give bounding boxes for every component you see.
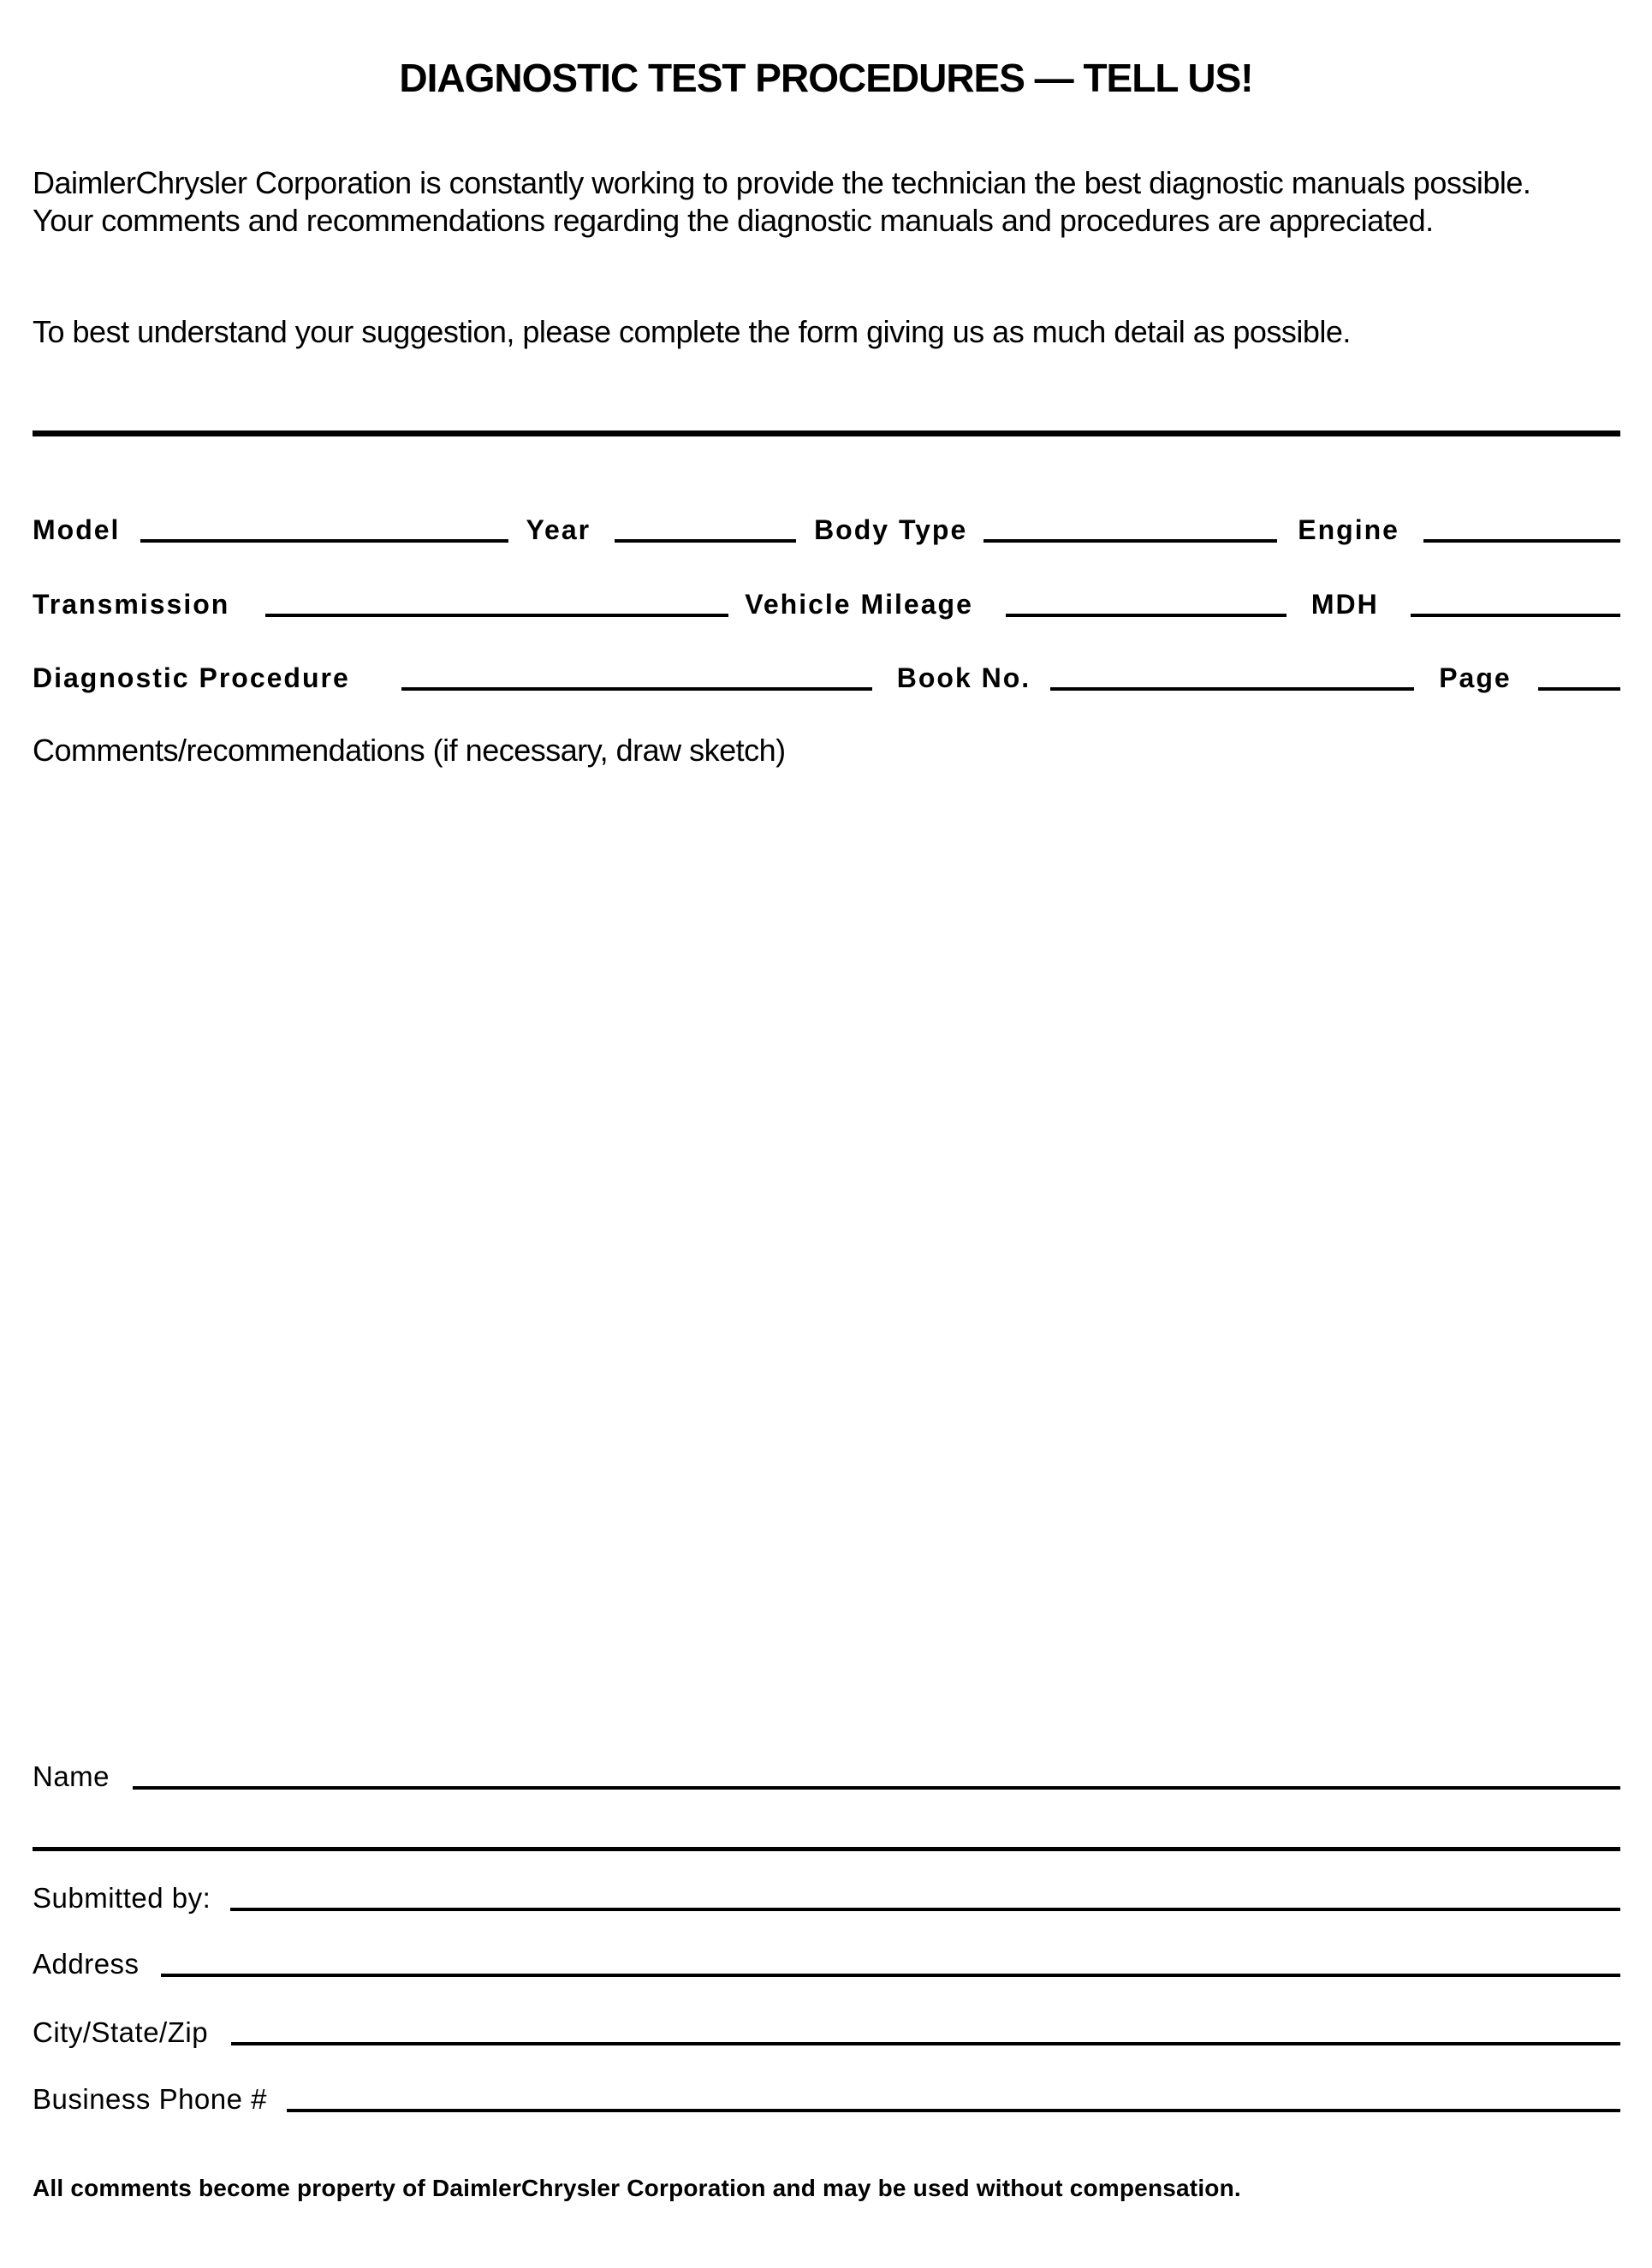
form-row-vehicle	[33, 514, 1620, 546]
address-label: Address	[33, 1947, 140, 1980]
engine-input-line[interactable]	[1423, 539, 1620, 543]
comments-label: Comments/recommendations (if necessary, draw sketch)	[33, 733, 786, 768]
body-type-label: Body Type	[814, 514, 968, 546]
form-row-business-phone	[33, 2084, 1620, 2115]
vehicle-mileage-input-line[interactable]	[1006, 614, 1287, 617]
submitted-by-label: Submitted by:	[33, 1881, 211, 1914]
engine-label: Engine	[1298, 514, 1399, 546]
submitted-by-input-line[interactable]	[230, 1908, 1620, 1911]
form-row-name	[33, 1761, 1620, 1792]
book-no-label: Book No.	[896, 662, 1031, 694]
address-input-line[interactable]	[161, 1974, 1620, 1977]
footer-note: All comments become property of DaimlerChrysler Corporation and may be used without compensation.	[33, 2175, 1241, 2201]
vehicle-mileage-label: Vehicle Mileage	[745, 589, 973, 620]
page-input-line[interactable]	[1538, 687, 1620, 691]
name-input-line[interactable]	[133, 1786, 1620, 1790]
diagnostic-procedure-input-line[interactable]	[401, 687, 872, 691]
instruction-paragraph: To best understand your suggestion, please complete the form giving us as much detail as possible.	[33, 314, 1351, 349]
intro-line-1: DaimlerChrysler Corporation is constantly working to provide the technician the best diagnostic manuals possible.	[33, 165, 1531, 200]
city-state-zip-input-line[interactable]	[231, 2042, 1620, 2045]
mdh-input-line[interactable]	[1411, 614, 1620, 617]
transmission-label: Transmission	[33, 589, 230, 620]
name-label: Name	[33, 1760, 110, 1792]
form-row-procedure	[33, 662, 1620, 694]
business-phone-label: Business Phone #	[33, 2082, 268, 2115]
model-label: Model	[33, 514, 121, 546]
year-label: Year	[526, 514, 591, 546]
mdh-label: MDH	[1310, 589, 1379, 620]
form-row-submitted-by	[33, 1883, 1620, 1914]
diagnostic-procedure-label: Diagnostic Procedure	[33, 662, 350, 694]
section-divider-rule	[33, 430, 1620, 436]
body-type-input-line[interactable]	[983, 539, 1277, 543]
model-input-line[interactable]	[140, 539, 508, 543]
city-state-zip-label: City/State/Zip	[33, 2016, 209, 2048]
form-row-city-state-zip	[33, 2017, 1620, 2048]
transmission-input-line[interactable]	[265, 614, 728, 617]
intro-paragraph	[33, 164, 1530, 240]
page-title: DIAGNOSTIC TEST PROCEDURES — TELL US!	[399, 56, 1253, 100]
intro-line-2: Your comments and recommendations regarding the diagnostic manuals and procedures are appreciated.	[33, 203, 1434, 238]
form-row-drivetrain	[33, 588, 1620, 620]
year-input-line[interactable]	[615, 539, 796, 543]
form-row-address	[33, 1949, 1620, 1980]
page-label: Page	[1439, 662, 1512, 694]
signature-divider-rule	[33, 1847, 1620, 1851]
business-phone-input-line[interactable]	[287, 2109, 1620, 2112]
book-no-input-line[interactable]	[1050, 687, 1414, 691]
